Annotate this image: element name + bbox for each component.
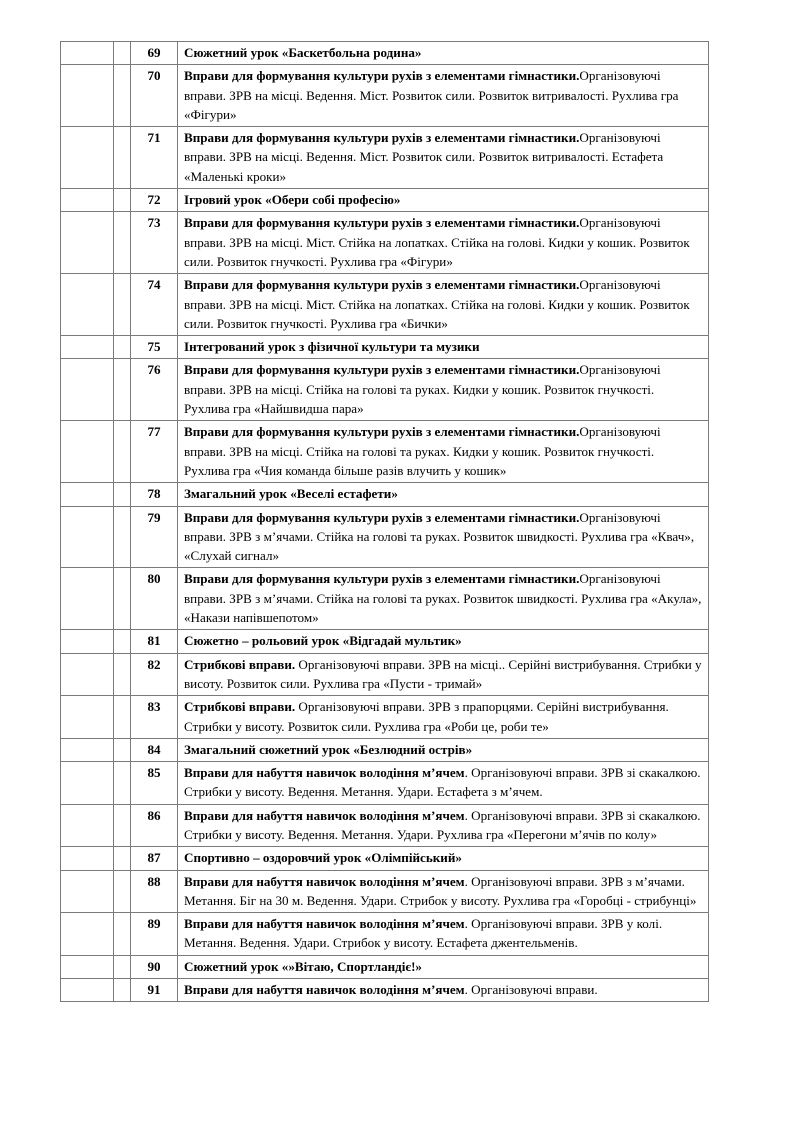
table-row <box>61 359 709 421</box>
table-row <box>61 42 709 65</box>
table-row <box>61 127 709 189</box>
cell-blank-thin <box>114 696 131 739</box>
table-row <box>61 738 709 761</box>
lesson-number: 70 <box>131 65 178 127</box>
lesson-number: 85 <box>131 762 178 805</box>
lesson-content <box>178 913 709 956</box>
table-row <box>61 506 709 568</box>
lesson-number: 83 <box>131 696 178 739</box>
table-row <box>61 804 709 847</box>
lesson-content <box>178 42 709 65</box>
table-row <box>61 483 709 506</box>
cell-blank-thin <box>114 127 131 189</box>
table-row <box>61 870 709 913</box>
cell-blank-wide <box>61 506 114 568</box>
lesson-content <box>178 979 709 1002</box>
cell-blank-wide <box>61 653 114 696</box>
lesson-title: Стрибкові вправи. <box>184 656 296 672</box>
table-row <box>61 913 709 956</box>
table-row <box>61 212 709 274</box>
lesson-number: 78 <box>131 483 178 506</box>
table-row <box>61 696 709 739</box>
lesson-title: Сюжетний урок «»Вітаю, Спортландіє!» <box>184 958 422 974</box>
lesson-content <box>178 870 709 913</box>
table-row <box>61 847 709 870</box>
cell-blank-thin <box>114 189 131 212</box>
cell-blank-thin <box>114 913 131 956</box>
lesson-title: Вправи для набуття навичок володіння м’ячем <box>184 765 465 781</box>
lesson-title: Вправи для формування культури рухів з елементами гімнастики. <box>184 215 580 231</box>
cell-blank-thin <box>114 65 131 127</box>
cell-blank-wide <box>61 804 114 847</box>
lesson-plan-table-body <box>61 42 709 1002</box>
table-row <box>61 336 709 359</box>
lesson-title: Сюжетний урок «Баскетбольна родина» <box>184 45 422 60</box>
cell-blank-thin <box>114 762 131 805</box>
lesson-description: Організовуючі вправи. ЗРВ на місці. Міст. Стійка на лопатках. Стійка на голові. Кидки у кошик. Розвиток сили. Розвиток гнучкості. Рухлива гра «Бички» <box>184 277 690 331</box>
cell-blank-wide <box>61 65 114 127</box>
lesson-description: Організовуючі вправи. ЗРВ з прапорцями. Серійні вистрибування. Стрибки у висоту. Розвиток сили. Рухлива гра «Роби це, роби те» <box>184 699 669 734</box>
lesson-content <box>178 506 709 568</box>
lesson-title: Ігровий урок «Обери собі професію» <box>184 192 401 208</box>
table-row <box>61 955 709 978</box>
lesson-title: Змагальний урок «Веселі естафети» <box>184 486 398 502</box>
lesson-title: Вправи для формування культури рухів з елементами гімнастики. <box>184 571 580 587</box>
cell-blank-wide <box>61 483 114 506</box>
cell-blank-wide <box>61 913 114 956</box>
lesson-title: Сюжетно – рольовий урок «Відгадай мультик» <box>184 633 462 649</box>
cell-blank-thin <box>114 421 131 483</box>
table-row <box>61 65 709 127</box>
cell-blank-thin <box>114 359 131 421</box>
lesson-description: Організовуючі вправи. ЗРВ з м’ячами. Стійка на голові та руках. Розвиток швидкості. Рухлива гра «Квач», «Слухай сигнал» <box>184 509 695 564</box>
lesson-content <box>178 804 709 847</box>
cell-blank-wide <box>61 212 114 274</box>
cell-blank-thin <box>114 870 131 913</box>
lesson-title: Змагальний сюжетний урок «Безлюдний острів» <box>184 741 473 757</box>
lesson-number: 90 <box>131 955 178 978</box>
lesson-number: 88 <box>131 870 178 913</box>
cell-blank-wide <box>61 359 114 421</box>
lesson-number: 75 <box>131 336 178 359</box>
lesson-title: Вправи для набуття навичок володіння м’ячем <box>184 982 465 998</box>
lesson-number: 86 <box>131 804 178 847</box>
cell-blank-wide <box>61 955 114 978</box>
lesson-number: 74 <box>131 274 178 336</box>
cell-blank-wide <box>61 421 114 483</box>
lesson-description: Організовуючі вправи. ЗРВ на місці. Міст. Стійка на лопатках. Стійка на голові. Кидки у кошик. Розвиток сили. Розвиток гнучкості. Рухлива гра «Фігури» <box>184 215 690 269</box>
lesson-number: 69 <box>131 42 178 65</box>
lesson-description: Організовуючі вправи. ЗРВ на місці.. Серійні вистрибування. Стрибки у висоту. Розвиток сили. Рухлива гра «Пусти - тримай» <box>184 656 702 691</box>
lesson-number: 81 <box>131 630 178 653</box>
lesson-content <box>178 336 709 359</box>
lesson-description: Організовуючі вправи. ЗРВ з м’ячами. Стійка на голові та руках. Розвиток швидкості. Рухлива гра «Акула», «Накази напівшепотом» <box>184 571 702 626</box>
cell-blank-wide <box>61 189 114 212</box>
lesson-content <box>178 483 709 506</box>
lesson-content <box>178 359 709 421</box>
lesson-content <box>178 189 709 212</box>
lesson-description: Організовуючі вправи. ЗРВ на місці. Стійка на голові та руках. Кидки у кошик. Розвиток гнучкості. Рухлива гра «Чия команда більше разів влучить у кошик» <box>184 424 661 478</box>
lesson-number: 84 <box>131 738 178 761</box>
lesson-title: Вправи для формування культури рухів з елементами гімнастики. <box>184 424 580 440</box>
lesson-content <box>178 127 709 189</box>
lesson-title: Інтегрований урок з фізичної культури та музики <box>184 339 480 355</box>
lesson-number: 91 <box>131 979 178 1002</box>
cell-blank-wide <box>61 979 114 1002</box>
table-row <box>61 979 709 1002</box>
lesson-number: 77 <box>131 421 178 483</box>
cell-blank-wide <box>61 738 114 761</box>
cell-blank-wide <box>61 42 114 65</box>
cell-blank-thin <box>114 804 131 847</box>
lesson-title: Вправи для формування культури рухів з елементами гімнастики. <box>184 362 580 378</box>
cell-blank-thin <box>114 847 131 870</box>
lesson-title: Стрибкові вправи. <box>184 699 296 715</box>
lesson-content <box>178 847 709 870</box>
cell-blank-thin <box>114 506 131 568</box>
cell-blank-wide <box>61 630 114 653</box>
lesson-content <box>178 421 709 483</box>
lesson-content <box>178 212 709 274</box>
lesson-number: 89 <box>131 913 178 956</box>
lesson-content <box>178 762 709 805</box>
cell-blank-thin <box>114 42 131 65</box>
lesson-number: 71 <box>131 127 178 189</box>
lesson-content <box>178 630 709 653</box>
cell-blank-wide <box>61 696 114 739</box>
lesson-description: Організовуючі вправи. ЗРВ на місці. Стійка на голові та руках. Кидки у кошик. Розвиток гнучкості. Рухлива гра «Найшвидша пара» <box>184 362 661 417</box>
cell-blank-wide <box>61 870 114 913</box>
lesson-number: 73 <box>131 212 178 274</box>
lesson-number: 87 <box>131 847 178 870</box>
lesson-title: Вправи для формування культури рухів з елементами гімнастики. <box>184 130 580 146</box>
cell-blank-wide <box>61 568 114 630</box>
lesson-title: Вправи для набуття навичок володіння м’ячем <box>184 916 465 932</box>
lesson-content <box>178 568 709 630</box>
lesson-title: Вправи для формування культури рухів з елементами гімнастики. <box>184 509 580 525</box>
lesson-content <box>178 955 709 978</box>
cell-blank-thin <box>114 979 131 1002</box>
cell-blank-thin <box>114 336 131 359</box>
table-row <box>61 421 709 483</box>
lesson-title: Вправи для формування культури рухів з елементами гімнастики. <box>184 277 580 293</box>
table-row <box>61 274 709 336</box>
lesson-number: 79 <box>131 506 178 568</box>
lesson-description: . Організовуючі вправи. ЗРВ з м’ячами. Метання. Біг на 30 м. Ведення. Удари. Стрибок у висоту. Рухлива гра «Горобці - стрибунці» <box>184 873 697 908</box>
lesson-title: Спортивно – оздоровчий урок «Олімпійський» <box>184 850 462 866</box>
lesson-number: 76 <box>131 359 178 421</box>
lesson-content <box>178 274 709 336</box>
cell-blank-wide <box>61 274 114 336</box>
cell-blank-thin <box>114 568 131 630</box>
cell-blank-thin <box>114 630 131 653</box>
cell-blank-thin <box>114 738 131 761</box>
lesson-description: . Організовуючі вправи. ЗРВ зі скакалкою. Стрибки у висоту. Ведення. Метання. Удари. Естафета з м’ячем. <box>184 765 701 800</box>
table-row <box>61 653 709 696</box>
lesson-content <box>178 65 709 127</box>
lesson-number: 72 <box>131 189 178 212</box>
table-row <box>61 568 709 630</box>
cell-blank-thin <box>114 955 131 978</box>
cell-blank-wide <box>61 336 114 359</box>
lesson-number: 82 <box>131 653 178 696</box>
lesson-content <box>178 696 709 739</box>
table-row <box>61 630 709 653</box>
lesson-number: 80 <box>131 568 178 630</box>
lesson-title: Вправи для формування культури рухів з елементами гімнастики. <box>184 68 580 84</box>
lesson-plan-table <box>60 41 709 1002</box>
lesson-description: . Організовуючі вправи. ЗРВ у колі. Метання. Ведення. Удари. Стрибок у висоту. Естафета джентельменів. <box>184 916 663 951</box>
cell-blank-thin <box>114 653 131 696</box>
cell-blank-thin <box>114 212 131 274</box>
lesson-description: Організовуючі вправи. ЗРВ на місці. Ведення. Міст. Розвиток сили. Розвиток витривалості. Рухлива гра «Фігури» <box>184 68 679 122</box>
lesson-description: Організовуючі вправи. ЗРВ на місці. Ведення. Міст. Розвиток сили. Розвиток витривалості. Естафета «Маленькі кроки» <box>184 130 664 184</box>
cell-blank-wide <box>61 762 114 805</box>
cell-blank-wide <box>61 127 114 189</box>
lesson-content <box>178 653 709 696</box>
cell-blank-wide <box>61 847 114 870</box>
table-row <box>61 762 709 805</box>
lesson-content <box>178 738 709 761</box>
lesson-description: . Організовуючі вправи. <box>464 982 598 998</box>
table-row <box>61 189 709 212</box>
cell-blank-thin <box>114 483 131 506</box>
lesson-title: Вправи для набуття навичок володіння м’ячем <box>184 873 465 889</box>
cell-blank-thin <box>114 274 131 336</box>
lesson-title: Вправи для набуття навичок володіння м’ячем <box>184 807 465 823</box>
lesson-description: . Організовуючі вправи. ЗРВ зі скакалкою. Стрибки у висоту. Ведення. Метання. Удари. Рухлива гра «Перегони м’ячів по колу» <box>184 807 701 842</box>
